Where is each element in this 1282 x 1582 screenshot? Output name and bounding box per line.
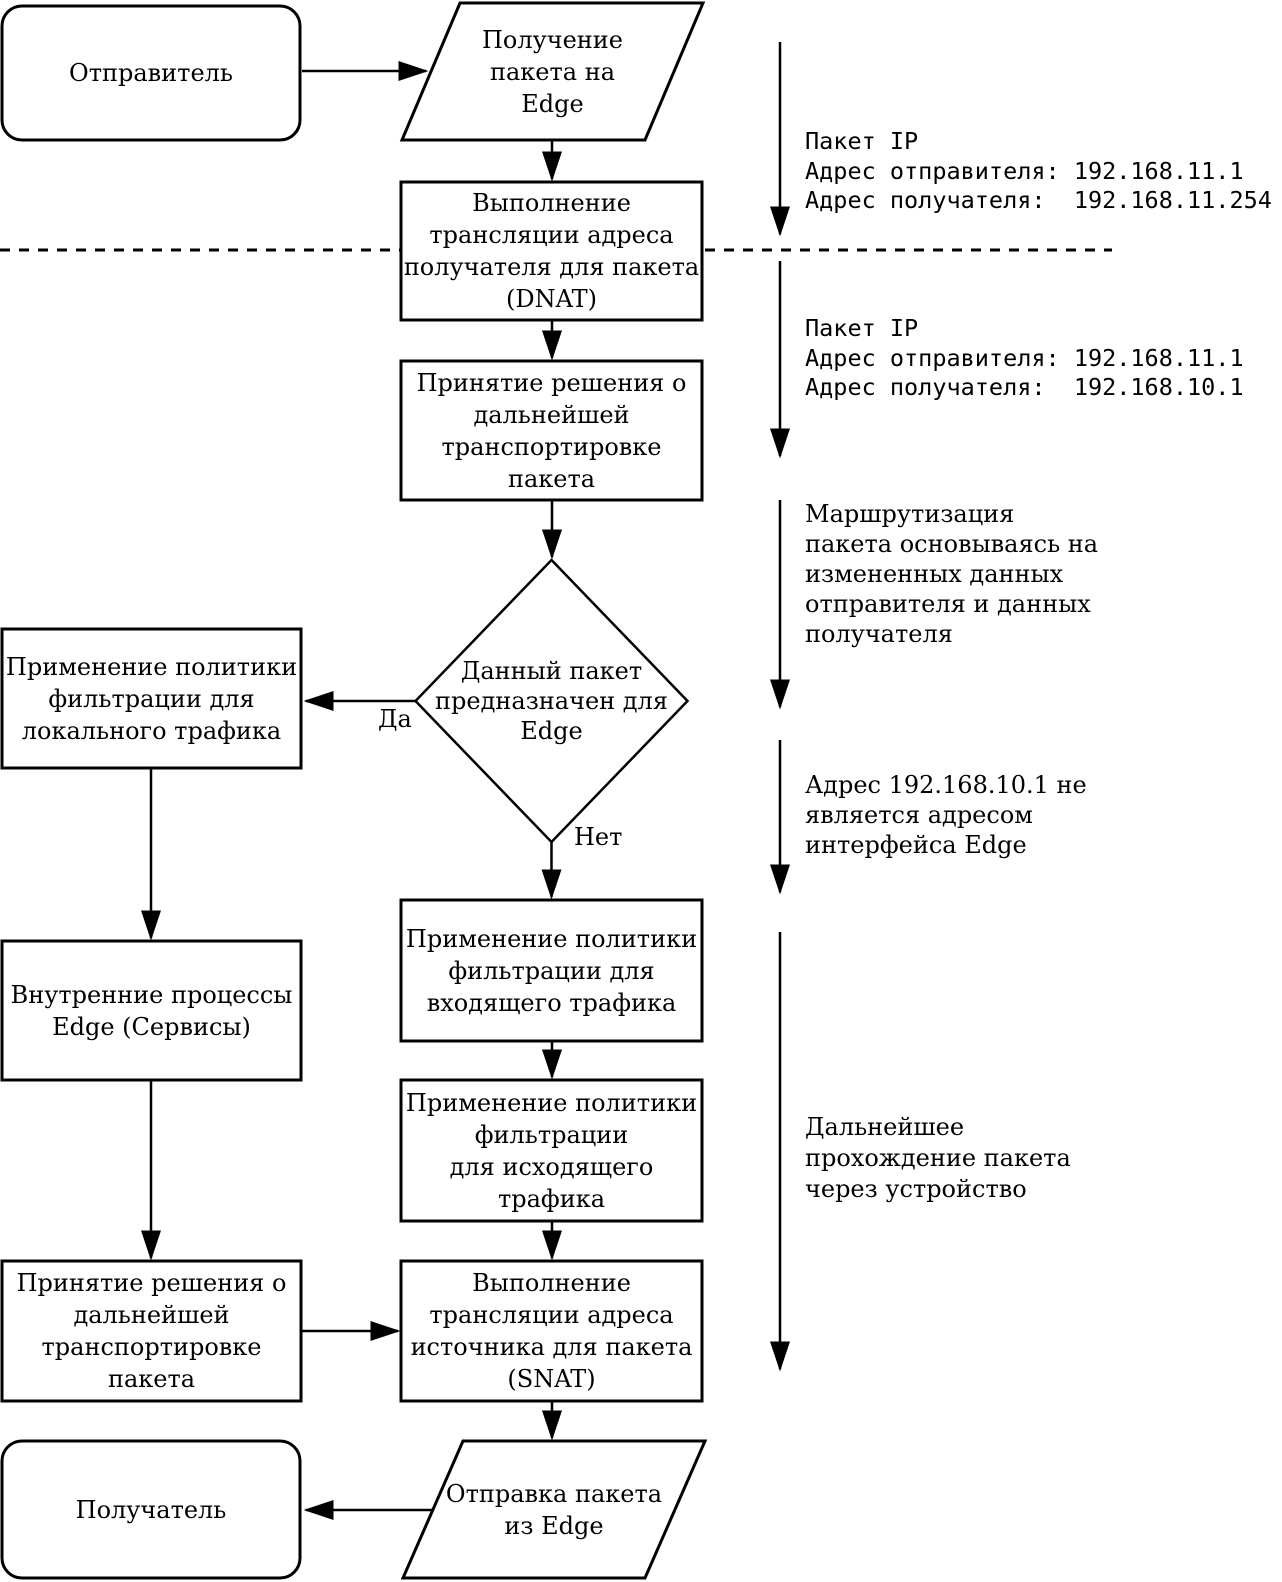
- node-dnat-line: Выполнение: [472, 189, 631, 217]
- annotation-line: интерфейса Edge: [805, 831, 1027, 859]
- node-filter-outbound-line: фильтрации: [474, 1120, 629, 1149]
- node-snat-line: Выполнение: [472, 1269, 631, 1297]
- node-dnat-line: (DNAT): [506, 285, 597, 313]
- node-filter-local-line: Применение политики: [5, 652, 298, 681]
- annotation-line: Дальнейшее: [805, 1113, 965, 1141]
- node-routing-decision-line: пакета: [507, 464, 596, 493]
- node-edge-destined-line: Edge: [520, 717, 583, 745]
- annotation-line: Адрес отправителя: 192.168.11.1: [805, 343, 1244, 372]
- node-routing-decision-line: транспортировке: [441, 432, 662, 461]
- annotation-packet-before-dnat: [805, 127, 1272, 216]
- node-receiver: [2, 1441, 300, 1578]
- annotation-line: Пакет IP: [805, 314, 919, 342]
- node-filter-inbound-line: фильтрации для: [448, 956, 655, 985]
- node-snat-line: (SNAT): [507, 1365, 596, 1393]
- node-send-packet: [403, 1441, 705, 1578]
- node-snat-line: источника для пакета: [410, 1333, 693, 1361]
- annotation-packet-after-dnat: [805, 314, 1244, 403]
- annotation-address-note: [805, 770, 1087, 860]
- node-transport-decision-line: транспортировке: [41, 1333, 262, 1361]
- node-receive-packet-line: пакета на: [489, 57, 616, 86]
- node-filter-outbound: [401, 1080, 702, 1221]
- node-dnat: [401, 182, 702, 320]
- node-filter-local-line: локального трафика: [21, 716, 282, 745]
- branch-label-no: Нет: [574, 823, 623, 851]
- node-transport-decision-line: Принятие решения о: [16, 1269, 287, 1297]
- annotation-line: получателя: [805, 620, 953, 648]
- node-filter-local-line: фильтрации для: [48, 684, 255, 713]
- node-receive-packet-line: Edge: [521, 89, 584, 118]
- annotation-line: прохождение пакета: [805, 1144, 1071, 1172]
- annotation-forward-note: [805, 1112, 1071, 1205]
- node-internal-processes-line: Внутренние процессы: [10, 980, 293, 1009]
- annotation-line: Адрес получателя: 192.168.10.1: [805, 373, 1244, 401]
- annotation-line: Адрес получателя: 192.168.11.254: [805, 186, 1272, 214]
- node-edge-destined-line: Данный пакет: [460, 657, 643, 685]
- annotation-line: измененных данных: [805, 560, 1064, 588]
- node-transport-decision-line: дальнейшей: [73, 1301, 230, 1329]
- node-filter-outbound-line: трафика: [497, 1184, 606, 1213]
- annotation-line: Пакет IP: [805, 127, 919, 155]
- node-snat: [401, 1261, 702, 1401]
- node-filter-inbound: [401, 900, 702, 1041]
- node-transport-decision: [2, 1261, 301, 1401]
- node-routing-decision: [401, 361, 702, 500]
- node-filter-inbound-line: Применение политики: [405, 924, 698, 953]
- node-receiver-label: Получатель: [75, 1495, 227, 1524]
- annotation-line: Маршрутизация: [805, 500, 1015, 528]
- annotation-line: является адресом: [805, 801, 1033, 829]
- annotation-line: через устройство: [805, 1175, 1027, 1203]
- node-edge-destined-question: [415, 560, 688, 842]
- node-edge-destined-line: предназначен для: [435, 687, 668, 715]
- node-dnat-line: трансляции адреса: [429, 221, 674, 249]
- node-snat-line: трансляции адреса: [429, 1301, 674, 1329]
- node-dnat-line: получателя для пакета: [403, 253, 700, 281]
- node-transport-decision-line: пакета: [107, 1365, 196, 1393]
- annotation-line: Адрес отправителя: 192.168.11.1: [805, 156, 1244, 185]
- branch-label-yes: Да: [378, 705, 412, 733]
- node-send-packet-line: из Edge: [504, 1511, 604, 1540]
- node-sender-label: Отправитель: [69, 59, 233, 87]
- annotation-routing-note: [805, 499, 1098, 649]
- node-sender: [2, 6, 300, 140]
- node-send-packet-line: Отправка пакета: [445, 1479, 663, 1508]
- node-receive-packet-line: Получение: [481, 25, 623, 54]
- node-internal-processes-line: Edge (Сервисы): [52, 1012, 251, 1041]
- annotation-line: отправителя и данных: [805, 590, 1091, 618]
- node-routing-decision-line: Принятие решения о: [416, 368, 687, 397]
- node-routing-decision-line: дальнейшей: [473, 400, 630, 429]
- node-filter-local: [2, 629, 301, 768]
- node-internal-processes: [2, 941, 301, 1080]
- annotation-line: Адрес 192.168.10.1 не: [805, 771, 1087, 799]
- node-filter-outbound-line: для исходящего: [449, 1152, 654, 1181]
- node-filter-inbound-line: входящего трафика: [426, 988, 677, 1017]
- annotation-line: пакета основываясь на: [805, 530, 1099, 558]
- node-filter-outbound-line: Применение политики: [405, 1088, 698, 1117]
- node-receive-packet: [402, 3, 703, 140]
